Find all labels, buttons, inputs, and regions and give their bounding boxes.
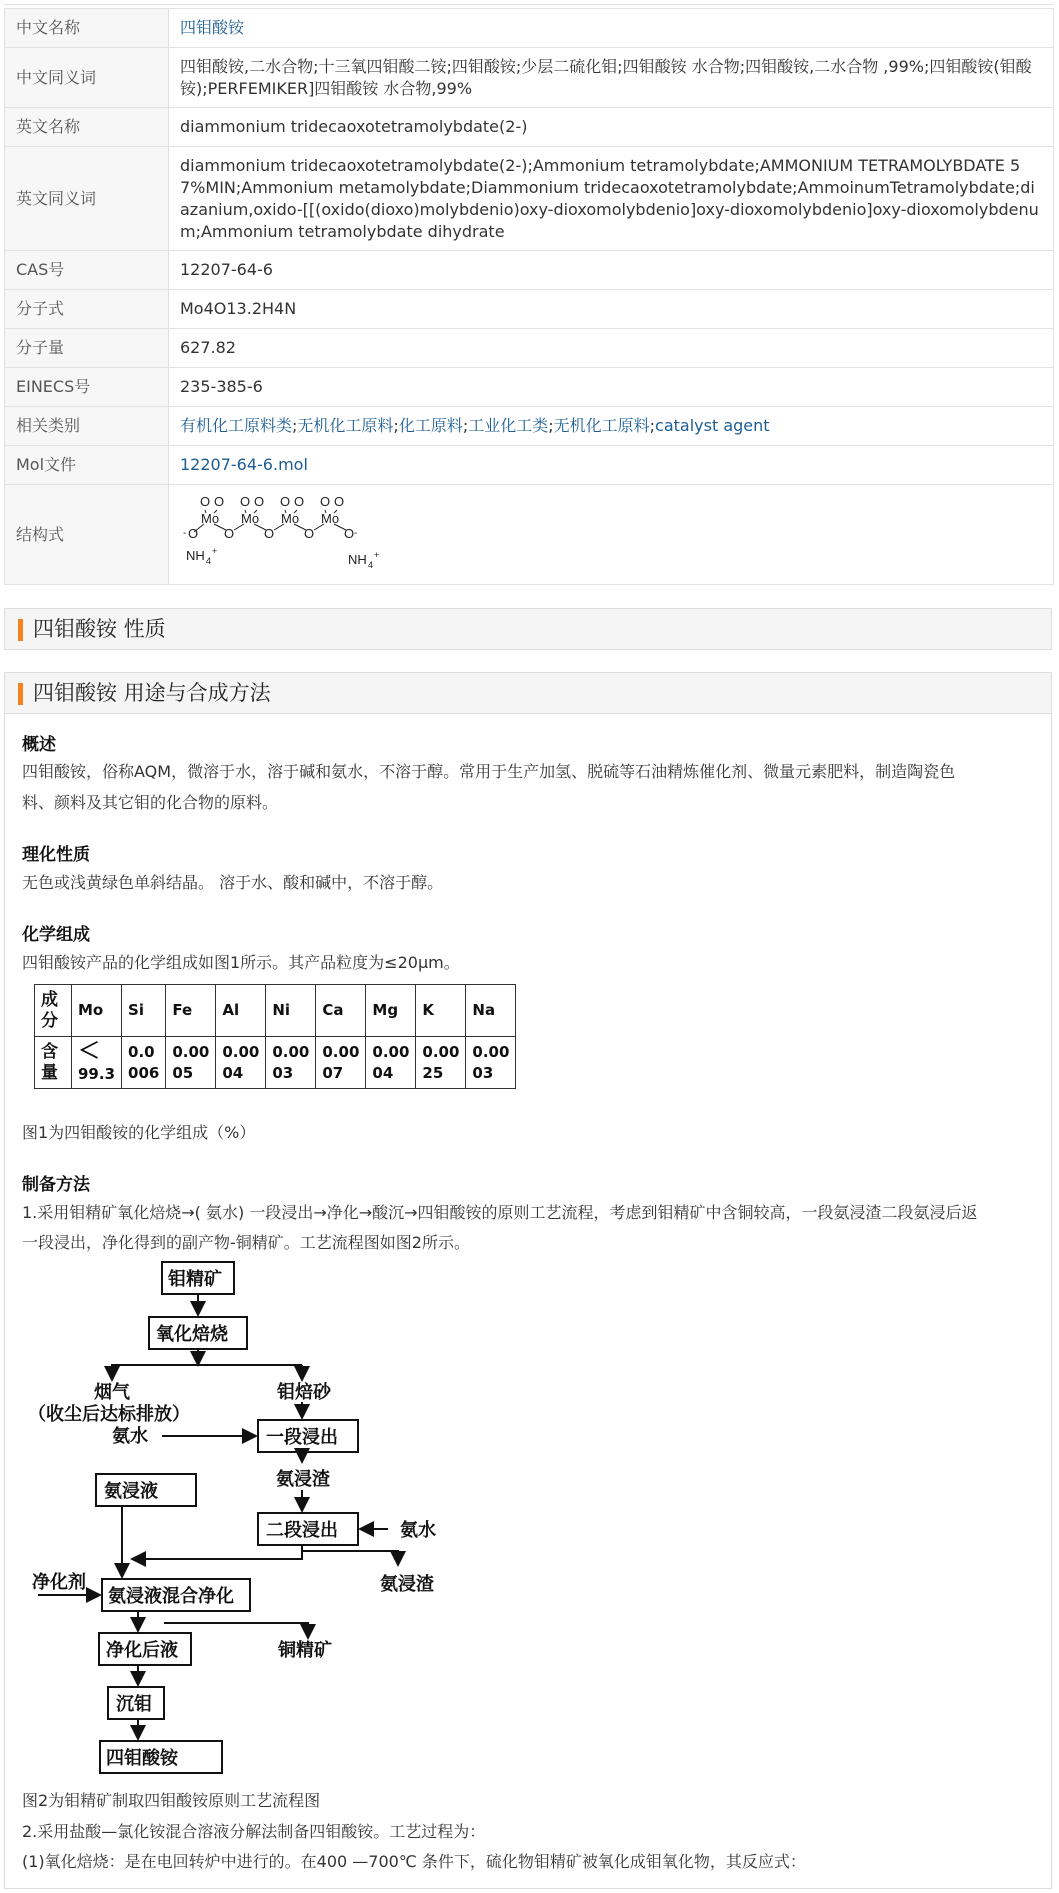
row-label: 中文名称: [5, 9, 169, 48]
element-cell: K: [416, 985, 466, 1037]
table-row: [5, 485, 1054, 585]
flow-label: 氨水: [400, 1520, 436, 1541]
row-label: 英文名称: [5, 108, 169, 147]
flow-node: 一段浸出: [266, 1427, 338, 1448]
value-cell: 0.00 04: [366, 1037, 416, 1089]
oxo-o: O: [294, 493, 305, 509]
en-synonyms-value: diammonium tridecaoxotetramolybdate(2-);Ammonium tetramolybdate;AMMONIUM TETRAMOLYBDATE 57%MIN;Ammonium metamolybdate;Diammonium tridecaoxotetramolybdate;AmmoinumTetramolybdate;diazanium,oxido-[[(oxido(dioxo)molybdenio)oxy-dioxomolybdenio]oxy-dioxomolybdenio]oxy-dioxomolybdenum;Ammonium tetramolybdate dihydrate: [169, 147, 1054, 251]
mol-file-link[interactable]: 12207-64-6.mol: [180, 455, 308, 474]
flow-label: （收尘后达标排放）: [28, 1404, 190, 1425]
physchem-text: 无色或浅黄绿色单斜结晶。 溶于水、酸和碱中，不溶于醇。: [22, 873, 444, 892]
category-link[interactable]: 有机化工原料类: [180, 416, 293, 435]
svg-text:NH: NH: [348, 551, 367, 567]
section-accent-bar: [18, 683, 23, 705]
minus-charge: -: [183, 527, 187, 539]
svg-text:4: 4: [206, 555, 212, 566]
overview-line: 四钼酸铵，俗称AQM，微溶于水，溶于碱和氨水，不溶于醇。常用于生产加氢、脱硫等石油精炼催化剂、微量元素肥料，制造陶瓷色: [22, 762, 956, 781]
element-cell: Mo: [72, 985, 122, 1037]
categories-value: [169, 407, 1054, 446]
row-label: 分子量: [5, 329, 169, 368]
figure-caption: 图2为钼精矿制取四钼酸铵原则工艺流程图: [22, 1791, 321, 1810]
value-cell: 0.00 07: [316, 1037, 366, 1089]
separator: ;: [548, 416, 554, 435]
en-name-value: diammonium tridecaoxotetramolybdate(2-): [169, 108, 1054, 147]
element-cell: Si: [122, 985, 166, 1037]
info-table: [4, 8, 1054, 585]
value-cell: 0.0 006: [122, 1037, 166, 1089]
mo-unit: [280, 494, 304, 526]
flow-node: 沉钼: [116, 1694, 152, 1715]
bridge-o: O: [224, 525, 235, 541]
category-link[interactable]: 化工原料: [398, 416, 463, 435]
bridge-o: O: [264, 525, 275, 541]
formula-value: Mo4O13.2H4N: [169, 290, 1054, 329]
oxo-o: O: [280, 493, 291, 509]
prep-line: 1.采用钼精矿氧化焙烧→( 氨水) 一段浸出→净化→酸沉→四钼酸铵的原则工艺流程，考虑到钼精矿中含铜较高，一段氨浸渣二段氨浸后返: [22, 1203, 978, 1222]
mo-unit: [200, 494, 224, 526]
flow-node: 氨浸液: [104, 1481, 158, 1502]
row-label: Mol文件: [5, 446, 169, 485]
process-flow-diagram: [28, 1260, 468, 1780]
composition-title: 化学组成: [22, 925, 90, 945]
terminal-o: O: [344, 525, 355, 541]
oxo-o: O: [240, 493, 251, 509]
value-cell: 0.00 03: [466, 1037, 516, 1089]
zh-synonyms-value: 四钼酸铵,二水合物;十三氧四钼酸二铵;四钼酸铵;少层二硫化钼;四钼酸铵 水合物;四钼酸铵,二水合物 ,99%;四钼酸铵(钼酸铵);PERFEMIKER]四钼酸铵 水合物,99%: [169, 48, 1054, 108]
prep-line: (1)氧化焙烧：是在电回转炉中进行的。在400 —700℃ 条件下，硫化物钼精矿被氧化成钼氧化物，其反应式：: [22, 1852, 806, 1871]
section-accent-bar: [18, 619, 23, 641]
cas-value: 12207-64-6: [169, 251, 1054, 290]
flow-node: 二段浸出: [266, 1520, 338, 1541]
ammonium-left: [186, 546, 217, 566]
overview-title: 概述: [22, 735, 56, 755]
table-row: [5, 290, 1054, 329]
prep-title: 制备方法: [22, 1175, 90, 1195]
table-row: [5, 108, 1054, 147]
physchem-title: 理化性质: [22, 845, 90, 865]
prep-line: 一段浸出，净化得到的副产物-铜精矿。工艺流程图如图2所示。: [22, 1233, 470, 1252]
category-link[interactable]: 无机化工原料: [297, 416, 394, 435]
flow-node: 四钼酸铵: [106, 1748, 178, 1769]
table-row: [5, 48, 1054, 108]
svg-text:NH: NH: [186, 547, 205, 563]
oxo-o: O: [214, 493, 225, 509]
flow-label: 氨水: [112, 1426, 148, 1447]
mo-unit: [320, 494, 344, 526]
svg-text:+: +: [374, 549, 380, 560]
row-label: EINECS号: [5, 368, 169, 407]
separator: ;: [393, 416, 399, 435]
row-header: 成 分: [35, 985, 72, 1037]
flow-node: 氧化焙烧: [156, 1324, 228, 1345]
oxo-o: O: [334, 493, 345, 509]
flow-label: 钼焙砂: [277, 1382, 331, 1403]
table-row: [5, 446, 1054, 485]
composition-table: [34, 984, 516, 1089]
row-header: 含 量: [35, 1037, 72, 1089]
value-cell: 0.00 04: [216, 1037, 266, 1089]
ammonium-right: [348, 550, 379, 570]
category-link[interactable]: catalyst agent: [655, 416, 770, 435]
mo-atom: Mo: [321, 510, 340, 526]
value-cell: ＜ 99.3: [72, 1037, 122, 1089]
row-label: 英文同义词: [5, 147, 169, 251]
table-row: [5, 9, 1054, 48]
separator: ;: [462, 416, 469, 435]
svg-text:4: 4: [368, 559, 374, 570]
value-cell: 0.00 05: [166, 1037, 216, 1089]
value-cell: 0.00 25: [416, 1037, 466, 1089]
flow-node: 净化后液: [106, 1640, 178, 1661]
element-cell: Fe: [166, 985, 216, 1037]
section-header-uses: [4, 672, 1052, 714]
row-label: 分子式: [5, 290, 169, 329]
table-row: [5, 147, 1054, 251]
table-row: [5, 407, 1054, 446]
separator: ;: [649, 416, 656, 435]
flow-node: 氨浸液混合净化: [108, 1586, 234, 1607]
oxo-o: O: [320, 493, 331, 509]
flow-label: 铜精矿: [278, 1640, 332, 1661]
terminal-o: O: [188, 525, 199, 541]
structure-formula-image: [180, 492, 400, 572]
category-link[interactable]: 无机化工原料: [553, 416, 650, 435]
mw-value: 627.82: [169, 329, 1054, 368]
flow-label: 烟气: [94, 1382, 130, 1403]
flow-node: 钼精矿: [168, 1269, 222, 1290]
overview-line: 料、颜料及其它钼的化合物的原料。: [22, 793, 279, 812]
zh-name-link[interactable]: 四钼酸铵: [180, 18, 245, 37]
separator: ;: [292, 416, 298, 435]
element-cell: Ni: [266, 985, 316, 1037]
flow-label: 氨浸渣: [276, 1469, 330, 1490]
flow-label: 净化剂: [32, 1572, 86, 1593]
section-title: 四钼酸铵 性质: [33, 617, 166, 641]
section-header-properties: [4, 608, 1052, 650]
table-row: [5, 368, 1054, 407]
svg-text:+: +: [212, 545, 218, 556]
table-row: [5, 329, 1054, 368]
minus-charge: -: [354, 527, 358, 539]
row-label: 中文同义词: [5, 48, 169, 108]
table-row: [35, 985, 516, 1037]
section-title: 四钼酸铵 用途与合成方法: [33, 681, 271, 705]
bridge-o: O: [304, 525, 315, 541]
flow-label: 氨浸渣: [380, 1574, 434, 1595]
mo-atom: Mo: [201, 510, 220, 526]
element-cell: Na: [466, 985, 516, 1037]
category-link[interactable]: 工业化工类: [468, 416, 549, 435]
table-row: [5, 251, 1054, 290]
prep-line: 2.采用盐酸—氯化铵混合溶液分解法制备四钼酸铵。工艺过程为：: [22, 1822, 486, 1841]
value-cell: 0.00 03: [266, 1037, 316, 1089]
figure-caption: 图1为四钼酸铵的化学组成（%）: [22, 1123, 256, 1142]
row-label: CAS号: [5, 251, 169, 290]
table-row: [35, 1037, 516, 1089]
element-cell: Mg: [366, 985, 416, 1037]
element-cell: Al: [216, 985, 266, 1037]
mo-atom: Mo: [281, 510, 300, 526]
oxo-o: O: [254, 493, 265, 509]
einecs-value: 235-385-6: [169, 368, 1054, 407]
mo-atom: Mo: [241, 510, 260, 526]
oxo-o: O: [200, 493, 211, 509]
composition-intro: 四钼酸铵产品的化学组成如图1所示。其产品粒度为≤20μm。: [22, 953, 460, 972]
row-label: 相关类别: [5, 407, 169, 446]
row-label: 结构式: [5, 485, 169, 585]
mo-unit: [240, 494, 264, 526]
element-cell: Ca: [316, 985, 366, 1037]
